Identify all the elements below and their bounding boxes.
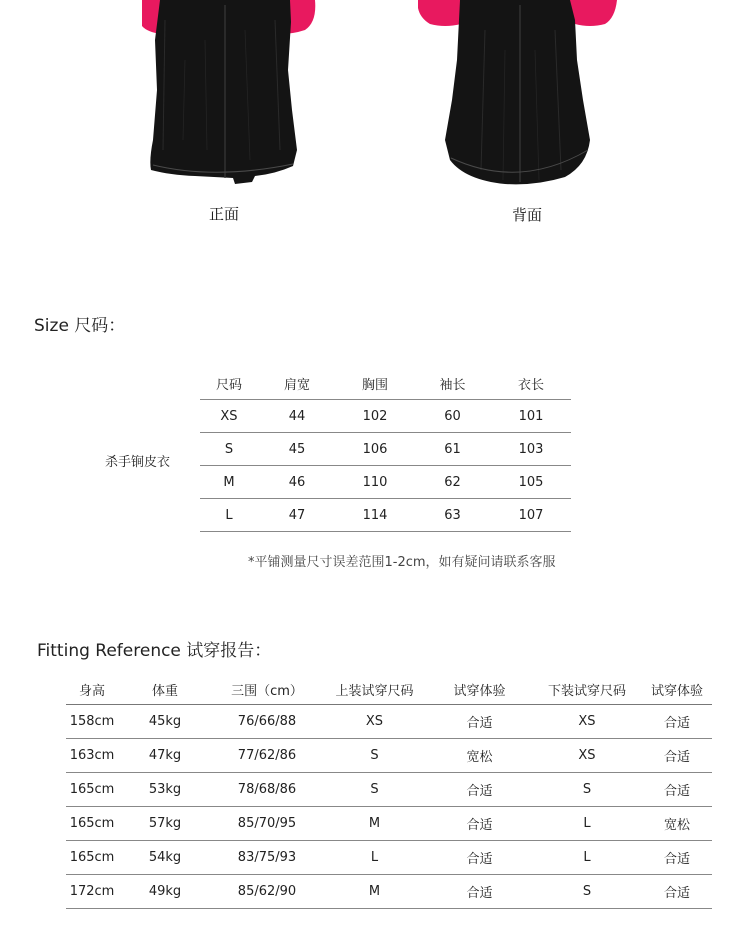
- size-table-row: [200, 400, 571, 433]
- fitting-table-row: [66, 875, 712, 909]
- coat-front-image: [125, 0, 325, 190]
- chest-cell: 114: [336, 499, 414, 532]
- bottom-size-cell: L: [532, 807, 642, 841]
- height-cell: 172cm: [66, 875, 118, 909]
- length-cell: 107: [491, 499, 571, 532]
- fitting-table-row: [66, 807, 712, 841]
- bottom-size-cell: S: [532, 875, 642, 909]
- fit-header-bottom-size: 下装试穿尺码: [532, 675, 642, 705]
- back-view-label: 背面: [511, 206, 542, 224]
- size-table-row: [200, 499, 571, 532]
- fit-header-height: 身高: [66, 675, 118, 705]
- top-size-cell: M: [322, 807, 427, 841]
- bottom-feel-cell: 合适: [642, 705, 712, 739]
- size-table-header-row: [200, 368, 571, 400]
- sleeve-cell: 63: [414, 499, 491, 532]
- bottom-size-cell: L: [532, 841, 642, 875]
- length-cell: 105: [491, 466, 571, 499]
- bottom-feel-cell: 合适: [642, 841, 712, 875]
- height-cell: 165cm: [66, 807, 118, 841]
- fitting-table-row: [66, 739, 712, 773]
- sleeve-cell: 61: [414, 433, 491, 466]
- measurements-cell: 77/62/86: [212, 739, 322, 773]
- bottom-size-cell: S: [532, 773, 642, 807]
- size-table: [200, 368, 571, 532]
- size-table-row: [200, 466, 571, 499]
- shoulder-cell: 44: [258, 400, 336, 433]
- weight-cell: 47kg: [118, 739, 212, 773]
- size-header-size: 尺码: [200, 368, 258, 400]
- weight-cell: 49kg: [118, 875, 212, 909]
- top-feel-cell: 合适: [427, 841, 532, 875]
- fitting-table-row: [66, 841, 712, 875]
- bottom-feel-cell: 宽松: [642, 807, 712, 841]
- chest-cell: 102: [336, 400, 414, 433]
- top-feel-cell: 合适: [427, 875, 532, 909]
- fitting-section-title: Fitting Reference 试穿报告：: [37, 641, 272, 661]
- top-size-cell: M: [322, 875, 427, 909]
- size-cell: L: [200, 499, 258, 532]
- top-size-cell: S: [322, 773, 427, 807]
- fit-header-measurements: 三围（cm）: [212, 675, 322, 705]
- top-feel-cell: 合适: [427, 807, 532, 841]
- sleeve-cell: 62: [414, 466, 491, 499]
- top-feel-cell: 合适: [427, 773, 532, 807]
- weight-cell: 57kg: [118, 807, 212, 841]
- fitting-table: [66, 675, 712, 909]
- measurements-cell: 83/75/93: [212, 841, 322, 875]
- length-cell: 101: [491, 400, 571, 433]
- size-header-chest: 胸围: [336, 368, 414, 400]
- bottom-feel-cell: 合适: [642, 739, 712, 773]
- top-size-cell: L: [322, 841, 427, 875]
- size-cell: S: [200, 433, 258, 466]
- measurement-note: *平铺测量尺寸误差范围1-2cm，如有疑问请联系客服: [248, 555, 556, 570]
- height-cell: 163cm: [66, 739, 118, 773]
- size-cell: XS: [200, 400, 258, 433]
- fit-header-top-feel: 试穿体验: [427, 675, 532, 705]
- size-header-sleeve: 袖长: [414, 368, 491, 400]
- measurements-cell: 85/70/95: [212, 807, 322, 841]
- height-cell: 165cm: [66, 841, 118, 875]
- shoulder-cell: 47: [258, 499, 336, 532]
- fitting-table-row: [66, 773, 712, 807]
- height-cell: 158cm: [66, 705, 118, 739]
- weight-cell: 54kg: [118, 841, 212, 875]
- shoulder-cell: 46: [258, 466, 336, 499]
- height-cell: 165cm: [66, 773, 118, 807]
- bottom-size-cell: XS: [532, 739, 642, 773]
- sleeve-cell: 60: [414, 400, 491, 433]
- size-header-length: 衣长: [491, 368, 571, 400]
- fit-header-bottom-feel: 试穿体验: [642, 675, 712, 705]
- measurements-cell: 78/68/86: [212, 773, 322, 807]
- fit-header-weight: 体重: [118, 675, 212, 705]
- measurements-cell: 76/66/88: [212, 705, 322, 739]
- front-view-label: 正面: [208, 205, 239, 223]
- fitting-table-header-row: [66, 675, 712, 705]
- weight-cell: 45kg: [118, 705, 212, 739]
- length-cell: 103: [491, 433, 571, 466]
- chest-cell: 106: [336, 433, 414, 466]
- fit-header-top-size: 上装试穿尺码: [322, 675, 427, 705]
- top-size-cell: XS: [322, 705, 427, 739]
- bottom-feel-cell: 合适: [642, 773, 712, 807]
- top-feel-cell: 宽松: [427, 739, 532, 773]
- weight-cell: 53kg: [118, 773, 212, 807]
- measurements-cell: 85/62/90: [212, 875, 322, 909]
- size-header-shoulder: 肩宽: [258, 368, 336, 400]
- product-name: 杀手锏皮衣: [105, 455, 171, 470]
- top-size-cell: S: [322, 739, 427, 773]
- fitting-table-row: [66, 705, 712, 739]
- coat-back-image: [415, 0, 625, 190]
- size-table-row: [200, 433, 571, 466]
- size-cell: M: [200, 466, 258, 499]
- bottom-feel-cell: 合适: [642, 875, 712, 909]
- chest-cell: 110: [336, 466, 414, 499]
- bottom-size-cell: XS: [532, 705, 642, 739]
- top-feel-cell: 合适: [427, 705, 532, 739]
- shoulder-cell: 45: [258, 433, 336, 466]
- size-section-title: Size 尺码：: [34, 316, 126, 336]
